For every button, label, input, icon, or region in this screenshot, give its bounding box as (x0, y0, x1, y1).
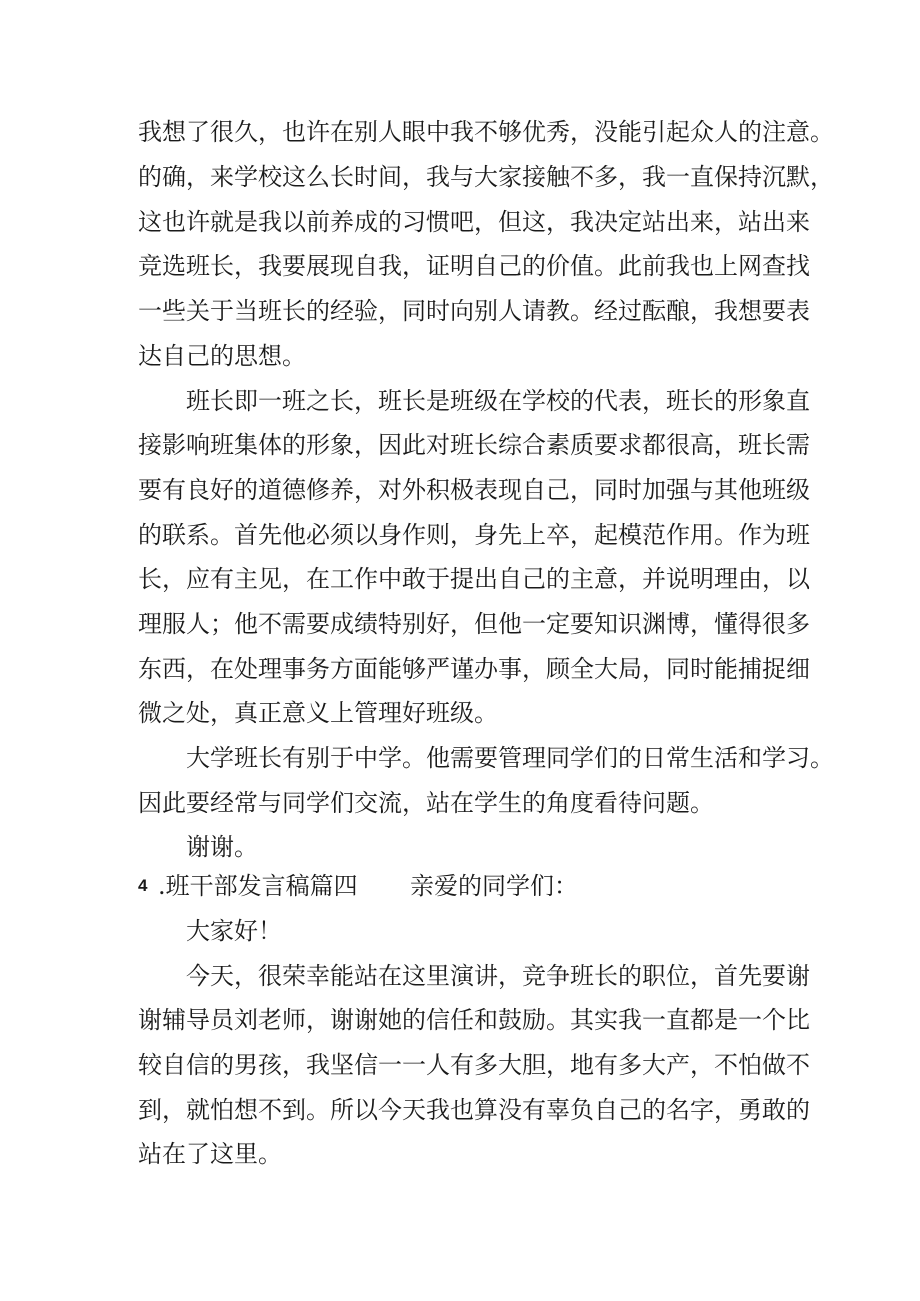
paragraph2-line: 接影响班集体的形象，因此对班长综合素质要求都很高，班长需 (138, 431, 810, 459)
paragraph2-line: 理服人；他不需要成绩特别好，但他一定要知识渊博，懂得很多 (138, 610, 810, 638)
heading-title: .班干部发言稿篇四 (158, 872, 358, 900)
paragraph2-line: 东西，在处理事务方面能够严谨办事，顾全大局，同时能捕捉细 (138, 655, 810, 683)
paragraph4-line: 到，就怕想不到。所以今天我也算没有辜负自己的名字，勇敢的 (138, 1096, 810, 1124)
paragraph4-line: 谢辅导员刘老师，谢谢她的信任和鼓励。其实我一直都是一个比 (138, 1006, 810, 1034)
hello-text: 大家好！ (186, 917, 282, 945)
paragraph2-line: 班长即一班之长，班长是班级在学校的代表，班长的形象直 (186, 387, 810, 415)
paragraph1-line: 达自己的思想。 (138, 342, 306, 370)
paragraph2-line: 长，应有主见，在工作中敢于提出自己的主意，并说明理由，以 (138, 565, 810, 593)
paragraph1-line: 我想了很久，也许在别人眼中我不够优秀，没能引起众人的注意。 (138, 118, 834, 146)
paragraph4-line: 站在了这里。 (138, 1140, 282, 1168)
paragraph4-line: 较自信的男孩，我坚信一一人有多大胆，地有多大产，不怕做不 (138, 1051, 810, 1079)
paragraph1-line: 的确，来学校这么长时间，我与大家接触不多，我一直保持沉默， (138, 163, 834, 191)
paragraph2-line: 要有良好的道德修养，对外积极表现自己，同时加强与其他班级 (138, 476, 810, 504)
paragraph1-line: 一些关于当班长的经验，同时向别人请教。经过酝酿，我想要表 (138, 297, 810, 325)
paragraph1-line: 竞选班长，我要展现自我，证明自己的价值。此前我也上网查找 (138, 252, 810, 280)
heading-greeting: 亲爱的同学们： (410, 872, 578, 900)
thanks-text: 谢谢。 (186, 833, 258, 861)
paragraph2-line: 微之处，真正意义上管理好班级。 (138, 699, 498, 727)
paragraph4-line: 今天，很荣幸能站在这里演讲，竞争班长的职位，首先要谢 (186, 962, 810, 990)
heading-number: 4 (138, 876, 148, 895)
paragraph2-line: 的联系。首先他必须以身作则，身先上卒，起模范作用。作为班 (138, 521, 810, 549)
paragraph1-line: 这也许就是我以前养成的习惯吧，但这，我决定站出来，站出来 (138, 208, 810, 236)
paragraph3-line: 因此要经常与同学们交流，站在学生的角度看待问题。 (138, 789, 714, 817)
paragraph3-line: 大学班长有别于中学。他需要管理同学们的日常生活和学习。 (186, 744, 834, 772)
